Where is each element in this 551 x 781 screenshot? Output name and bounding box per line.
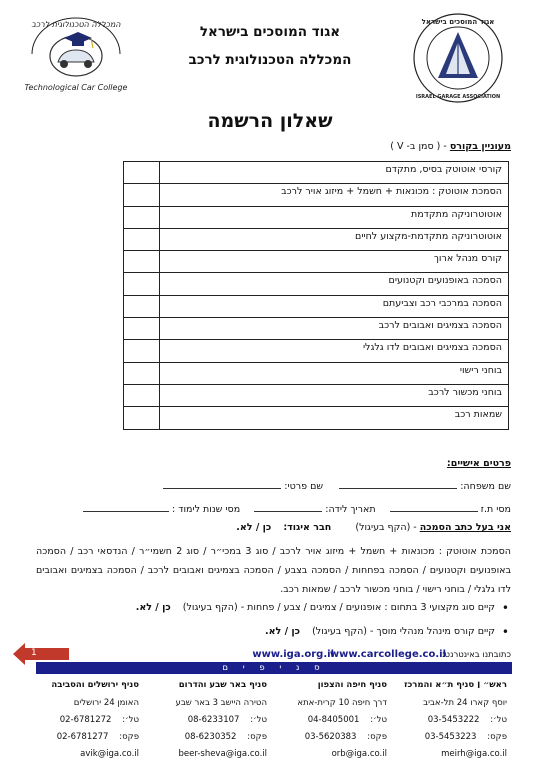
course-heading-hint: - ( סמן ב- V ): [390, 141, 450, 152]
first-name-label: שם פרטי:: [284, 481, 324, 492]
course-checkbox[interactable]: [124, 251, 160, 273]
qualification-bullets: [40, 602, 511, 650]
branch-email[interactable]: avik@iga.co.il: [80, 749, 139, 759]
page-arrow-icon: [13, 643, 69, 665]
tel-label: טל׳:: [122, 715, 139, 725]
study-years-label: מסי שנות לימוד :: [172, 504, 241, 515]
table-row: [124, 228, 509, 250]
table-row: [124, 273, 509, 295]
branch-email[interactable]: beer-sheva@iga.co.il: [178, 749, 267, 759]
branch-email[interactable]: orb@iga.co.il: [331, 749, 387, 759]
branch-2: [297, 680, 387, 766]
list-item: [40, 626, 511, 650]
branch-tel: 08-6233107: [187, 715, 240, 725]
course-checkbox[interactable]: [124, 206, 160, 228]
table-row: [124, 295, 509, 317]
birth-date-label: תאריך לידה:: [325, 504, 376, 515]
garage-logo-text-en: ISRAEL GARAGE ASSOCIATION: [415, 94, 501, 100]
branch-fax-row: [297, 732, 387, 749]
website-iga-link[interactable]: www.iga.org.il: [252, 649, 334, 660]
course-name: הסמכה בצמיגים ואבובים לרכב: [160, 318, 509, 340]
branch-address: דרך חיפה 10 קרית-אתא: [297, 698, 387, 708]
form-title: שאלון הרשמה: [207, 110, 333, 132]
table-row: [124, 407, 509, 429]
course-checkbox[interactable]: [124, 184, 160, 206]
course-heading-label: מעוניין בקורס: [449, 141, 511, 152]
table-row: [124, 206, 509, 228]
certificate-row: [40, 522, 511, 533]
branch-tel-row: [404, 715, 507, 732]
garage-logo-text-he: אגוד המוסכים בישראל: [421, 18, 495, 26]
branch-1: [404, 680, 507, 766]
certification-options-paragraph[interactable]: הסמכת אוטוטק : מכונאות + חשמל + מיזוג אויר לרכב / סוג 3 במכי״ר / סוג 2 חשמי״ר / הנדסאי רכב / הסמכה באופנועים וקטנועים / הסמכה בפחחות / הסמכה בצבע / הסמכה בצמיגים ואבובים לרכב / הסמכה בצמיגים ואבובים לדו גלגלי / בוחני רישוי / בוחני מכשור לרכב / שמאות רכב.: [36, 546, 511, 595]
first-name-field[interactable]: [163, 479, 281, 489]
branch-3: [176, 680, 268, 766]
table-row: [124, 251, 509, 273]
bullet2-text: קיים קורס מינהל מנהלי מוסך - (הקף בעיגול): [312, 626, 495, 637]
table-row: [124, 162, 509, 184]
branch-name: סניף באר שבע והדרום: [178, 680, 267, 690]
page-number: 1: [31, 648, 37, 658]
union-member-label: חבר איגוד:: [283, 522, 332, 533]
college-title: המכללה הטכנולוגית לרכב: [188, 52, 352, 68]
course-checkbox[interactable]: [124, 318, 160, 340]
course-name: הסמכה באופנועים וקטנועים: [160, 273, 509, 295]
cert-holder-hint: - (הקף בעיגול): [355, 522, 420, 533]
course-name: קורסי אוטוטק בסיס, מתקדם: [160, 162, 509, 184]
branch-fax-row: [51, 732, 139, 749]
bullet1-text: קיים סוג מקצועי 3 בתחום : אופנועים / צמיגים / צבע / פחחות - (הקף בעיגול): [182, 602, 495, 613]
garage-association-logo: [412, 12, 504, 104]
birth-date-field[interactable]: [254, 502, 322, 512]
last-name-label: שם משפחה:: [460, 481, 511, 492]
branch-email[interactable]: meirh@iga.co.il: [441, 749, 507, 759]
branch-fax: 02-6781277: [56, 732, 109, 742]
fax-label: פקס:: [367, 732, 387, 742]
table-row: [124, 340, 509, 362]
course-name: אוטוטרוניקה מתקדמת: [160, 206, 509, 228]
name-row: [40, 479, 511, 492]
course-checkbox[interactable]: [124, 228, 160, 250]
table-row: [124, 318, 509, 340]
college-logo: [22, 14, 130, 94]
course-name: שמאות רכב: [160, 407, 509, 429]
branch-fax-row: [404, 732, 507, 749]
branch-name: ראש״ ׀ סניף ת״א והמרכז: [404, 680, 507, 690]
personal-details-heading: פרטים אישיים:: [446, 458, 511, 469]
branch-name: סניף חיפה והצפון: [317, 680, 387, 690]
course-checkbox[interactable]: [124, 273, 160, 295]
id-row: [40, 502, 511, 515]
course-name: בוחני רישוי: [160, 362, 509, 384]
course-checkbox[interactable]: [124, 362, 160, 384]
branch-tel: 03-5453222: [427, 715, 480, 725]
branch-tel-row: [297, 715, 387, 732]
id-field[interactable]: [390, 502, 478, 512]
fax-label: פקס:: [119, 732, 139, 742]
branch-4: [51, 680, 139, 766]
branch-tel: 04-8405001: [307, 715, 360, 725]
cert-holder-label: אני בעל כתב הסמכה: [419, 522, 511, 533]
tel-label: טל׳:: [370, 715, 387, 725]
course-checkbox[interactable]: [124, 384, 160, 406]
course-name: אוטוטרוניקה מתקדמת-מקצוע לחיים: [160, 228, 509, 250]
course-name: הסמכה במרכבי רכב וצביעתם: [160, 295, 509, 317]
college-logo-text-en: Technological Car College: [24, 83, 128, 92]
association-title: אגוד המוסכים בישראל: [199, 24, 341, 40]
course-name: בוחני מכשור לרכב: [160, 384, 509, 406]
list-item: [40, 602, 511, 626]
course-table: [123, 161, 509, 430]
branch-fax: 03-5453223: [424, 732, 477, 742]
branch-address: הטירה היישב 3 באר שבע: [175, 698, 267, 708]
union-member-options[interactable]: כן / לא.: [236, 522, 272, 533]
website-label: כתובתנו באינטרנט:: [441, 650, 511, 660]
course-checkbox[interactable]: [124, 162, 160, 184]
branches-bar: ס נ י פ י ם: [36, 662, 512, 674]
course-checkbox[interactable]: [124, 340, 160, 362]
bullet2-answer[interactable]: כן / לא.: [265, 626, 301, 637]
table-row: [124, 362, 509, 384]
branch-address: יוסף קארו 24 תל-אביב: [423, 698, 507, 708]
course-name: הסמכה בצמיגים ואבובים לדו גלגלי: [160, 340, 509, 362]
branch-tel: 02-6781272: [59, 715, 112, 725]
study-years-field[interactable]: [83, 502, 169, 512]
branch-tel-row: [51, 715, 139, 732]
tel-label: טל׳:: [250, 715, 267, 725]
id-label: מסי ת.ז: [480, 504, 511, 515]
website-carcollege-link[interactable]: www.carcollege.co.il: [329, 649, 446, 660]
course-checkbox[interactable]: [124, 407, 160, 429]
table-row: [124, 384, 509, 406]
branch-address: האומן 24 ירושלים: [73, 698, 139, 708]
branch-tel-row: [176, 715, 268, 732]
course-name: קורס מנהל ארוך: [160, 251, 509, 273]
course-name: הסמכת אוטוטק : מכונאות + חשמל + מיזוג אויר לרכב: [160, 184, 509, 206]
bullet1-answer[interactable]: כן / לא.: [135, 602, 171, 613]
course-checkbox[interactable]: [124, 295, 160, 317]
tel-label: טל׳:: [490, 715, 507, 725]
college-logo-text-he: המכללה הטכנולוגית לרכב: [31, 20, 121, 29]
course-section-heading: [390, 141, 511, 152]
branch-fax-row: [176, 732, 268, 749]
fax-label: פקס:: [247, 732, 267, 742]
fax-label: פקס:: [487, 732, 507, 742]
table-row: [124, 184, 509, 206]
branch-fax: 08-6230352: [184, 732, 237, 742]
last-name-field[interactable]: [339, 479, 457, 489]
branch-fax: 03-5620383: [304, 732, 357, 742]
branch-name: סניף ירושלים והסביבה: [51, 680, 139, 690]
